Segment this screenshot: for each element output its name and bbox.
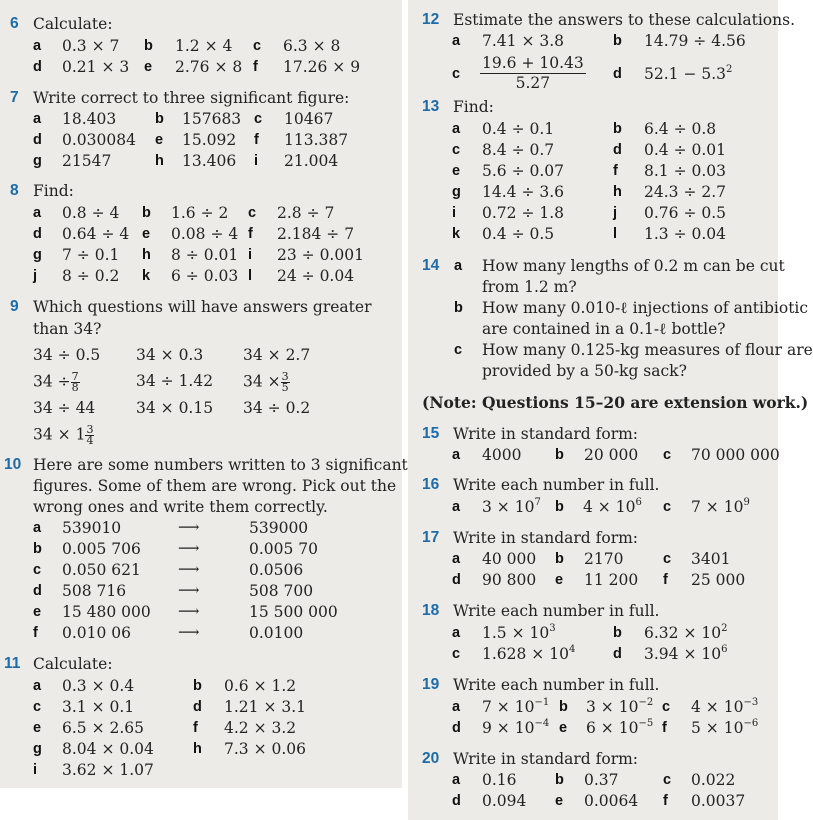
item-text: 2170 [584, 550, 624, 568]
item-label: e [155, 132, 164, 148]
item-label: f [663, 572, 668, 588]
question-number: 9 [10, 298, 19, 315]
item-text: $7 \times 10^9$ [691, 497, 750, 516]
item-label: c [33, 699, 42, 715]
rounded-value: 15 500 000 [249, 603, 338, 621]
arrow-icon: ⟶ [178, 602, 200, 620]
item-label: f [248, 226, 253, 242]
item-text: 0.0064 [584, 792, 639, 810]
arrow-icon: ⟶ [178, 581, 200, 599]
arrow-icon: ⟶ [178, 560, 200, 578]
item-text: $3.94 \times 10^6$ [644, 644, 728, 663]
item-text: 0.76 ÷ 0.5 [644, 204, 727, 222]
item-label: c [248, 205, 257, 221]
item-label: b [155, 111, 164, 127]
item-text: 5.6 ÷ 0.07 [482, 162, 565, 180]
item-label: b [613, 33, 622, 49]
item-text: 1.3 ÷ 0.04 [644, 225, 727, 243]
fraction: 19.6 + 10.43 5.27 [482, 54, 584, 92]
item-label: g [33, 153, 42, 169]
question-heading: Calculate: [33, 15, 113, 33]
item-text: 2.8 ÷ 7 [277, 204, 335, 222]
item-text: are contained in a 0.1-ℓ bottle? [482, 320, 726, 338]
item-label: c [253, 38, 262, 54]
item-text: $6.32 \times 10^2$ [644, 623, 728, 642]
item-label: b [613, 121, 622, 137]
item-label: b [559, 699, 568, 715]
question-heading: Write in standard form: [453, 529, 639, 547]
item-label: b [454, 300, 463, 316]
item-label: b [193, 678, 202, 694]
item-text: 1.21 × 3.1 [224, 698, 307, 716]
item-label: d [33, 226, 42, 242]
item-text: $3 \times 10^{-2}$ [586, 697, 654, 716]
item-label: j [613, 205, 618, 221]
item-label: f [613, 163, 618, 179]
item-label: e [33, 720, 42, 736]
item-label: c [452, 66, 461, 82]
question-heading: Write in standard form: [453, 425, 639, 443]
original-value: 0.005 706 [62, 540, 141, 558]
item-text: 1.6 ÷ 2 [171, 204, 229, 222]
question-number: 11 [4, 655, 21, 672]
rounded-value: 539000 [249, 519, 309, 537]
expression: 34 ÷ 0.5 [33, 346, 101, 364]
item-text: $1.628 \times 10^4$ [482, 644, 576, 663]
question-heading: Write correct to three significant figure: [33, 89, 350, 107]
item-label: h [155, 153, 164, 169]
arrow-icon: ⟶ [178, 539, 200, 557]
item-label: c [452, 646, 461, 662]
item-text: 0.8 ÷ 4 [62, 204, 120, 222]
question-number: 19 [422, 676, 440, 693]
item-text: 113.387 [284, 131, 349, 149]
item-text: $7 \times 10^{-1}$ [482, 697, 550, 716]
item-label: a [452, 499, 461, 515]
item-label: d [33, 59, 42, 75]
item-label: f [253, 59, 258, 75]
item-text: 0.022 [691, 771, 736, 789]
item-label: k [452, 226, 461, 242]
item-text: 10467 [284, 110, 334, 128]
item-text: provided by a 50-kg sack? [482, 362, 687, 380]
item-text: 0.094 [482, 792, 527, 810]
item-label: h [193, 741, 202, 757]
question-text-line: Which questions will have answers greater [33, 298, 372, 316]
rounded-value: 0.005 70 [249, 540, 319, 558]
item-label: a [454, 258, 463, 274]
expression: 34 × 2.7 [243, 346, 311, 364]
item-label: g [33, 741, 42, 757]
item-label: d [613, 646, 622, 662]
item-text: 8 ÷ 0.2 [62, 267, 120, 285]
item-label: e [142, 226, 151, 242]
question-heading: Write each number in full. [453, 676, 660, 694]
item-text: 17.26 × 9 [283, 58, 361, 76]
item-text: $3 \times 10^7$ [482, 497, 541, 516]
item-text: 0.37 [584, 771, 619, 789]
original-value: 0.050 621 [62, 561, 141, 579]
item-text: How many 0.125-kg measures of flour are [482, 341, 813, 359]
item-text: 14.79 ÷ 4.56 [644, 32, 746, 50]
item-label: e [559, 720, 568, 736]
item-label: i [248, 247, 253, 263]
expression: 34 × 0.3 [136, 346, 204, 364]
item-text: 2.76 × 8 [175, 58, 243, 76]
item-label: b [555, 551, 564, 567]
item-text: $9 \times 10^{-4}$ [482, 718, 550, 737]
question-number: 14 [422, 257, 440, 274]
item-text: from 1.2 m? [482, 278, 577, 296]
item-text: 24.3 ÷ 2.7 [644, 183, 727, 201]
item-label: a [452, 121, 461, 137]
item-label: a [33, 111, 42, 127]
item-label: e [452, 163, 461, 179]
item-text: $4 \times 10^6$ [583, 497, 642, 516]
question-number: 17 [422, 529, 440, 546]
item-text: 6.3 × 8 [283, 37, 341, 55]
item-text: 8.1 ÷ 0.03 [644, 162, 727, 180]
expression: 34 × 0.15 [136, 399, 214, 417]
item-text: 7.3 × 0.06 [224, 740, 307, 758]
question-heading: Write in standard form: [453, 750, 639, 768]
item-text: 157683 [182, 110, 242, 128]
item-text: 18.403 [62, 110, 117, 128]
item-text: 0.4 ÷ 0.5 [482, 225, 555, 243]
item-text: 21.004 [284, 152, 339, 170]
question-number: 16 [422, 476, 440, 493]
item-text: 2.184 ÷ 7 [277, 225, 355, 243]
item-label: a [452, 625, 461, 641]
question-number: 8 [10, 182, 19, 199]
item-label: c [662, 699, 671, 715]
item-text: 0.16 [482, 771, 517, 789]
item-label: l [248, 268, 253, 284]
item-text: 25 000 [691, 571, 746, 589]
question-heading: Calculate: [33, 655, 113, 673]
question-number: 10 [4, 456, 22, 473]
item-label: a [452, 772, 461, 788]
item-text: 13.406 [182, 152, 237, 170]
item-text: 0.72 ÷ 1.8 [482, 204, 565, 222]
item-text: 3.62 × 1.07 [62, 761, 154, 779]
item-label: i [452, 205, 457, 221]
item-text: 0.08 ÷ 4 [171, 225, 239, 243]
rounded-value: 0.0100 [249, 624, 304, 642]
item-text: 3.1 × 0.1 [62, 698, 135, 716]
item-text: 0.4 ÷ 0.1 [482, 120, 555, 138]
expression: 34 × 1 $\frac{3}{4}$ [33, 423, 94, 447]
original-value: 15 480 000 [62, 603, 151, 621]
item-label: b [144, 38, 153, 54]
item-text: 3401 [691, 550, 731, 568]
item-text: How many 0.010-ℓ injections of antibiotic [482, 299, 809, 317]
question-number: 6 [10, 15, 19, 32]
item-text: $1.5 \times 10^3$ [482, 623, 556, 642]
item-label: a [452, 699, 461, 715]
item-label: i [33, 762, 38, 778]
item-text: 0.0037 [691, 792, 746, 810]
item-text: How many lengths of 0.2 m can be cut [482, 257, 785, 275]
question-number: 15 [422, 425, 440, 442]
item-label: e [555, 793, 564, 809]
item-text: 6 ÷ 0.03 [171, 267, 239, 285]
question-number: 13 [422, 98, 440, 115]
item-label: g [33, 247, 42, 263]
item-label: c [663, 447, 672, 463]
item-text: $6 \times 10^{-5}$ [586, 718, 654, 737]
item-text: 8 ÷ 0.01 [171, 246, 239, 264]
question-number: 7 [10, 89, 19, 106]
item-label: l [613, 226, 618, 242]
item-label: b [555, 447, 564, 463]
item-label: a [452, 551, 461, 567]
item-label: h [613, 184, 622, 200]
question-number: 12 [422, 11, 440, 28]
question-text-line: Here are some numbers written to 3 significant [33, 456, 408, 474]
item-text: 8.04 × 0.04 [62, 740, 154, 758]
item-text: 7 ÷ 0.1 [62, 246, 120, 264]
item-label: f [193, 720, 198, 736]
item-text: 0.21 × 3 [62, 58, 130, 76]
question-text-line: than 34? [33, 320, 102, 338]
question-heading: Estimate the answers to these calculations. [453, 11, 795, 29]
item-label: b [613, 625, 622, 641]
item-label: c [663, 551, 672, 567]
item-label: c [452, 142, 461, 158]
item-label: a [452, 447, 461, 463]
left-column [0, 0, 408, 788]
item-label: d [613, 66, 622, 82]
item-label: g [452, 184, 461, 200]
item-label: f [662, 720, 667, 736]
item-label: h [142, 247, 151, 263]
item-label: d [452, 572, 461, 588]
rounded-value: 508 700 [249, 582, 314, 600]
item-label: c [454, 342, 463, 358]
item-label: a [33, 520, 42, 536]
item-label: b [142, 205, 151, 221]
item-text: 8.4 ÷ 0.7 [482, 141, 555, 159]
item-text: 7.41 × 3.8 [482, 32, 565, 50]
item-text: 4000 [482, 446, 522, 464]
item-text: 40 000 [482, 550, 537, 568]
extension-note: (Note: Questions 15–20 are extension work.) [422, 393, 809, 412]
question-heading: Write each number in full. [453, 476, 660, 494]
item-text: 23 ÷ 0.001 [277, 246, 364, 264]
item-text: 0.4 ÷ 0.01 [644, 141, 727, 159]
item-label: i [254, 153, 259, 169]
item-label: b [555, 499, 564, 515]
item-text: 70 000 000 [691, 446, 780, 464]
original-value: 539010 [62, 519, 122, 537]
item-label: c [33, 562, 42, 578]
item-label: c [663, 499, 672, 515]
item-text: 1.2 × 4 [175, 37, 233, 55]
item-label: b [555, 772, 564, 788]
question-number: 18 [422, 602, 440, 619]
item-label: d [452, 793, 461, 809]
item-label: c [663, 772, 672, 788]
item-text: 11 200 [584, 571, 639, 589]
item-label: a [33, 38, 42, 54]
question-text-line: wrong ones and write them correctly. [33, 498, 328, 516]
right-column [408, 0, 813, 820]
item-text: 90 800 [482, 571, 537, 589]
item-text: 14.4 ÷ 3.6 [482, 183, 565, 201]
arrow-icon: ⟶ [178, 623, 200, 641]
item-text: $5 \times 10^{-6}$ [691, 718, 759, 737]
question-number: 20 [422, 750, 440, 767]
question-heading: Find: [453, 98, 494, 116]
item-text: 0.3 × 0.4 [62, 677, 135, 695]
item-label: e [555, 572, 564, 588]
item-text: 20 000 [584, 446, 639, 464]
item-label: f [254, 132, 259, 148]
item-text: 0.3 × 7 [62, 37, 120, 55]
item-text: 24 ÷ 0.04 [277, 267, 355, 285]
rounded-value: 0.0506 [249, 561, 304, 579]
item-label: a [33, 205, 42, 221]
item-label: k [142, 268, 151, 284]
question-heading: Find: [33, 182, 74, 200]
item-label: a [33, 678, 42, 694]
question-text-line: figures. Some of them are wrong. Pick out the [33, 477, 397, 495]
item-label: a [452, 33, 461, 49]
original-value: 508 716 [62, 582, 127, 600]
item-text: $52.1 - 5.3^2$ [644, 64, 733, 83]
expression: 34 ÷ 1.42 [136, 372, 214, 390]
item-text: 0.030084 [62, 131, 136, 149]
expression: 34 ÷ 44 [33, 399, 96, 417]
question-heading: Write each number in full. [453, 602, 660, 620]
arrow-icon: ⟶ [178, 518, 200, 536]
item-text: 0.64 ÷ 4 [62, 225, 130, 243]
item-text: 0.6 × 1.2 [224, 677, 297, 695]
item-text: 6.5 × 2.65 [62, 719, 145, 737]
item-label: e [33, 604, 42, 620]
item-label: j [33, 268, 38, 284]
item-text: 4.2 × 3.2 [224, 719, 297, 737]
item-label: c [254, 111, 263, 127]
expression: 34 × $\frac{3}{5}$ [243, 370, 289, 394]
item-label: d [33, 132, 42, 148]
item-label: e [144, 59, 153, 75]
item-label: f [33, 625, 38, 641]
original-value: 0.010 06 [62, 624, 132, 642]
item-label: d [33, 583, 42, 599]
item-label: d [613, 142, 622, 158]
item-text: 6.4 ÷ 0.8 [644, 120, 717, 138]
item-text: 15.092 [182, 131, 237, 149]
item-text: $4 \times 10^{-3}$ [691, 697, 759, 716]
item-text: 21547 [62, 152, 112, 170]
item-label: b [33, 541, 42, 557]
item-label: d [452, 720, 461, 736]
item-label: d [193, 699, 202, 715]
expression: 34 ÷ $\frac{7}{8}$ [33, 370, 79, 394]
expression: 34 ÷ 0.2 [243, 399, 311, 417]
item-label: f [663, 793, 668, 809]
